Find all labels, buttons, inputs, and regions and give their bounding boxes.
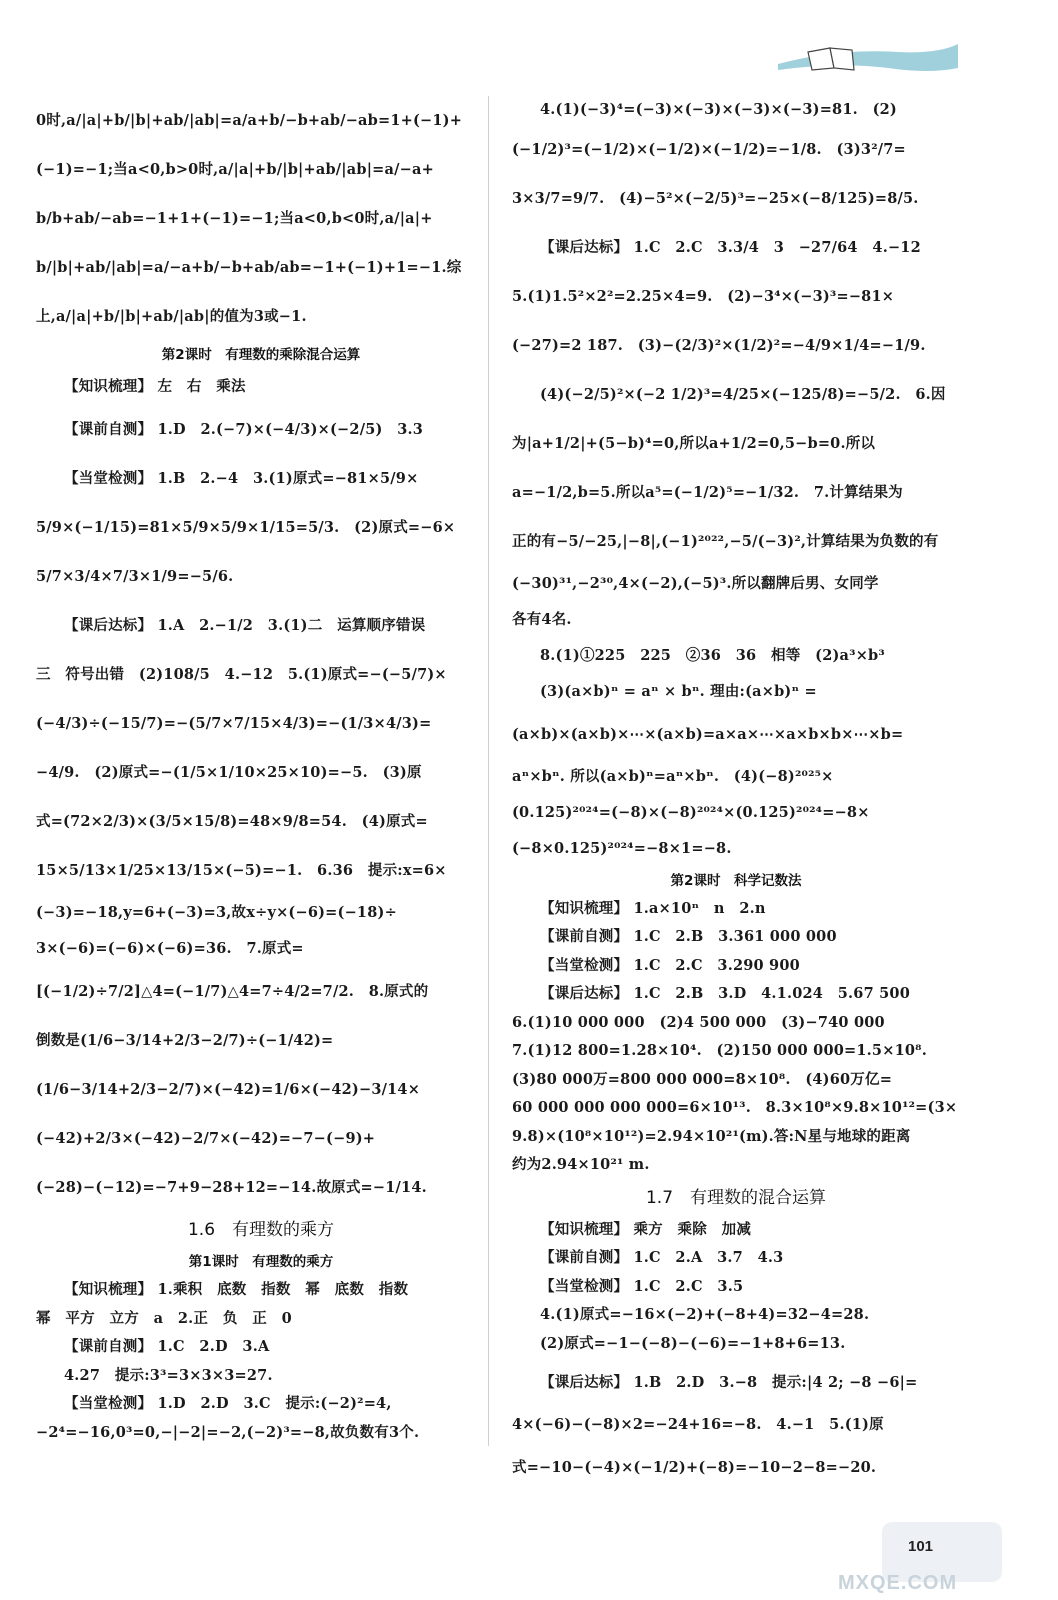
after-class-line: 三 符号出错 (2)108/5 4.−12 5.(1)原式=−(−5/7)× <box>36 666 447 683</box>
after-class-line: [(−1/2)÷7/2]△4=(−1/7)△4=7÷4/2=7/2. 8.原式的 <box>36 983 429 1000</box>
text-line: 0时,a/|a|+b/|b|+ab/|ab|=a/a+b/−b+ab/−ab=1+(−1)+ <box>36 112 463 129</box>
pretest-line: 4.27 提示:3³=3×3×3=27. <box>64 1366 273 1384</box>
classcheck-line: 5/7×3/4×7/3×1/9=−5/6. <box>36 568 234 585</box>
after-class-line: 3×(−6)=(−6)×(−6)=36. 7.原式= <box>36 940 304 957</box>
watermark-text: MXQE.COM <box>838 1572 958 1594</box>
after-class-line: (−27)=2 187. (3)−(2/3)²×(1/2)²=−4/9×1/4=−1/9. <box>512 336 926 354</box>
after-class-line: −4/9. (2)原式=−(1/5×1/10×25×10)=−5. (3)原 <box>36 764 422 781</box>
lesson-line: 【课前自测】 1.C 2.B 3.361 000 000 <box>540 928 837 945</box>
after-class-line: aⁿ×bⁿ. 所以(a×b)ⁿ=aⁿ×bⁿ. (4)(−8)²⁰²⁵× <box>512 767 834 785</box>
text-line: 3×3/7=9/7. (4)−5²×(−2/5)³=−25×(−8/125)=8/5. <box>512 189 919 207</box>
classcheck-line: −2⁴=−16,0³=0,−|−2|=−2,(−2)³=−8,故负数有3个. <box>36 1423 420 1441</box>
knowledge-line: 【知识梳理】 左 右 乘法 <box>64 378 246 395</box>
right-column <box>512 96 960 1492</box>
after-class-line: (−4/3)÷(−15/7)=−(5/7×7/15×4/3)=−(1/3×4/3)= <box>36 715 432 732</box>
after-class-line: a=−1/2,b=5.所以a⁵=(−1/2)⁵=−1/32. 7.计算结果为 <box>512 483 903 501</box>
text-line: b/b+ab/−ab=−1+1+(−1)=−1;当a<0,b<0时,a/|a|+ <box>36 210 433 227</box>
lesson-title: 第2课时 科学记数法 <box>670 872 802 889</box>
after-class-line: (0.125)²⁰²⁴=(−8)×(−8)²⁰²⁴×(0.125)²⁰²⁴=−8× <box>512 803 870 821</box>
section-line: (2)原式=−1−(−8)−(−6)=−1+8+6=13. <box>540 1334 846 1352</box>
lesson-line: 【当堂检测】 1.C 2.C 3.290 900 <box>540 956 800 974</box>
lesson-title: 第2课时 有理数的乘除混合运算 <box>161 347 361 363</box>
text-line: 上,a/|a|+b/|b|+ab/|ab|的值为3或−1. <box>36 308 307 325</box>
lesson-line: (3)80 000万=800 000 000=8×10⁸. (4)60万亿= <box>512 1070 893 1088</box>
text-line: 4.(1)(−3)⁴=(−3)×(−3)×(−3)×(−3)=81. (2) <box>540 101 897 118</box>
pretest-line: 【课前自测】 1.D 2.(−7)×(−4/3)×(−2/5) 3.3 <box>64 421 424 438</box>
after-class-line: 5.(1)1.5²×2²=2.25×4=9. (2)−3⁴×(−3)³=−81× <box>512 287 895 305</box>
classcheck-line: 【当堂检测】 1.B 2.−4 3.(1)原式=−81×5/9× <box>64 470 419 487</box>
column-divider <box>488 96 489 1446</box>
lesson-line: 9.8)×(10⁸×10¹²)=2.94×10²¹(m).答:N星与地球的距离 <box>512 1127 911 1145</box>
lesson-line: 7.(1)12 800=1.28×10⁴. (2)150 000 000=1.5×10⁸. <box>512 1042 927 1059</box>
classcheck-line: 【当堂检测】 1.D 2.D 3.C 提示:(−2)²=4, <box>64 1395 392 1412</box>
lesson-line: 【知识梳理】 1.a×10ⁿ n 2.n <box>540 899 766 917</box>
lesson-title: 第1课时 有理数的乘方 <box>188 1254 334 1270</box>
section-line: 【课后达标】 1.B 2.D 3.−8 提示:|4 2; −8 −6|= <box>540 1374 918 1391</box>
left-column <box>36 96 486 1447</box>
after-class-line: 正的有−5/−25,|−8|,(−1)²⁰²²,−5/(−3)²,计算结果为负数的有 <box>512 532 939 550</box>
section-title: 1.7 有理数的混合运算 <box>645 1187 827 1208</box>
after-class-line: (−30)³¹,−2³⁰,4×(−2),(−5)³.所以翻牌后男、女同学 <box>512 574 879 592</box>
after-class-line: (−8×0.125)²⁰²⁴=−8×1=−8. <box>512 839 732 857</box>
after-class-line: 倒数是(1/6−3/14+2/3−2/7)÷(−1/42)= <box>36 1032 334 1049</box>
after-class-line: 各有4名. <box>512 610 572 628</box>
lesson-line: 6.(1)10 000 000 (2)4 500 000 (3)−740 000 <box>512 1013 885 1031</box>
after-class-line: (4)(−2/5)²×(−2 1/2)³=4/25×(−125/8)=−5/2. 6.因 <box>540 385 946 403</box>
lesson-line: 60 000 000 000 000=6×10¹³. 8.3×10⁸×9.8×10¹²=(3× <box>512 1099 958 1116</box>
lesson-line: 约为2.94×10²¹ m. <box>512 1156 650 1173</box>
after-class-line: 8.(1)①225 225 ②36 36 相等 (2)a³×b³ <box>540 646 885 664</box>
after-class-line: (a×b)×(a×b)×⋯×(a×b)=a×a×⋯×a×b×b×⋯×b= <box>512 725 904 743</box>
section-title: 1.6 有理数的乘方 <box>187 1220 335 1240</box>
after-class-line: (−42)+2/3×(−42)−2/7×(−42)=−7−(−9)+ <box>36 1130 376 1147</box>
section-line: 4×(−6)−(−8)×2=−24+16=−8. 4.−1 5.(1)原 <box>512 1416 884 1433</box>
lesson-line: 【课后达标】 1.C 2.B 3.D 4.1.024 5.67 500 <box>540 985 911 1002</box>
after-class-line: (1/6−3/14+2/3−2/7)×(−42)=1/6×(−42)−3/14× <box>36 1081 421 1098</box>
section-line: 【当堂检测】 1.C 2.C 3.5 <box>540 1277 744 1295</box>
page-number: 101 <box>908 1538 934 1555</box>
after-class-line: 【课后达标】 1.A 2.−1/2 3.(1)二 运算顺序错误 <box>64 617 426 634</box>
knowledge-line: 幂 平方 立方 a 2.正 负 正 0 <box>36 1309 292 1327</box>
knowledge-line: 【知识梳理】 1.乘积 底数 指数 幂 底数 指数 <box>64 1281 409 1298</box>
section-line: 式=−10−(−4)×(−1/2)+(−8)=−10−2−8=−20. <box>512 1459 877 1476</box>
after-class-line: 【课后达标】 1.C 2.C 3.3/4 3 −27/64 4.−12 <box>540 238 921 256</box>
after-class-line: 式=(72×2/3)×(3/5×15/8)=48×9/8=54. (4)原式= <box>36 813 428 830</box>
text-line: (−1/2)³=(−1/2)×(−1/2)×(−1/2)=−1/8. (3)3²/7= <box>512 140 906 158</box>
after-class-line: (−3)=−18,y=6+(−3)=3,故x÷y×(−6)=(−18)÷ <box>36 904 397 921</box>
section-line: 【课前自测】 1.C 2.A 3.7 4.3 <box>540 1249 784 1266</box>
text-line: (−1)=−1;当a<0,b>0时,a/|a|+b/|b|+ab/|ab|=a/−a+ <box>36 161 434 178</box>
after-class-line: 为|a+1/2|+(5−b)⁴=0,所以a+1/2=0,5−b=0.所以 <box>512 434 876 452</box>
book-wave-decoration-icon <box>778 38 958 78</box>
section-line: 【知识梳理】 乘方 乘除 加减 <box>540 1220 752 1238</box>
section-line: 4.(1)原式=−16×(−2)+(−8+4)=32−4=28. <box>540 1306 870 1323</box>
text-line: b/|b|+ab/|ab|=a/−a+b/−b+ab/ab=−1+(−1)+1=−1.综 <box>36 259 462 276</box>
after-class-line: (3)(a×b)ⁿ = aⁿ × bⁿ. 理由:(a×b)ⁿ = <box>540 682 817 700</box>
pretest-line: 【课前自测】 1.C 2.D 3.A <box>64 1338 270 1355</box>
after-class-line: (−28)−(−12)=−7+9−28+12=−14.故原式=−1/14. <box>36 1179 427 1196</box>
classcheck-line: 5/9×(−1/15)=81×5/9×5/9×1/15=5/3. (2)原式=−6× <box>36 519 456 536</box>
after-class-line: 15×5/13×1/25×13/15×(−5)=−1. 6.36 提示:x=6× <box>36 862 447 879</box>
